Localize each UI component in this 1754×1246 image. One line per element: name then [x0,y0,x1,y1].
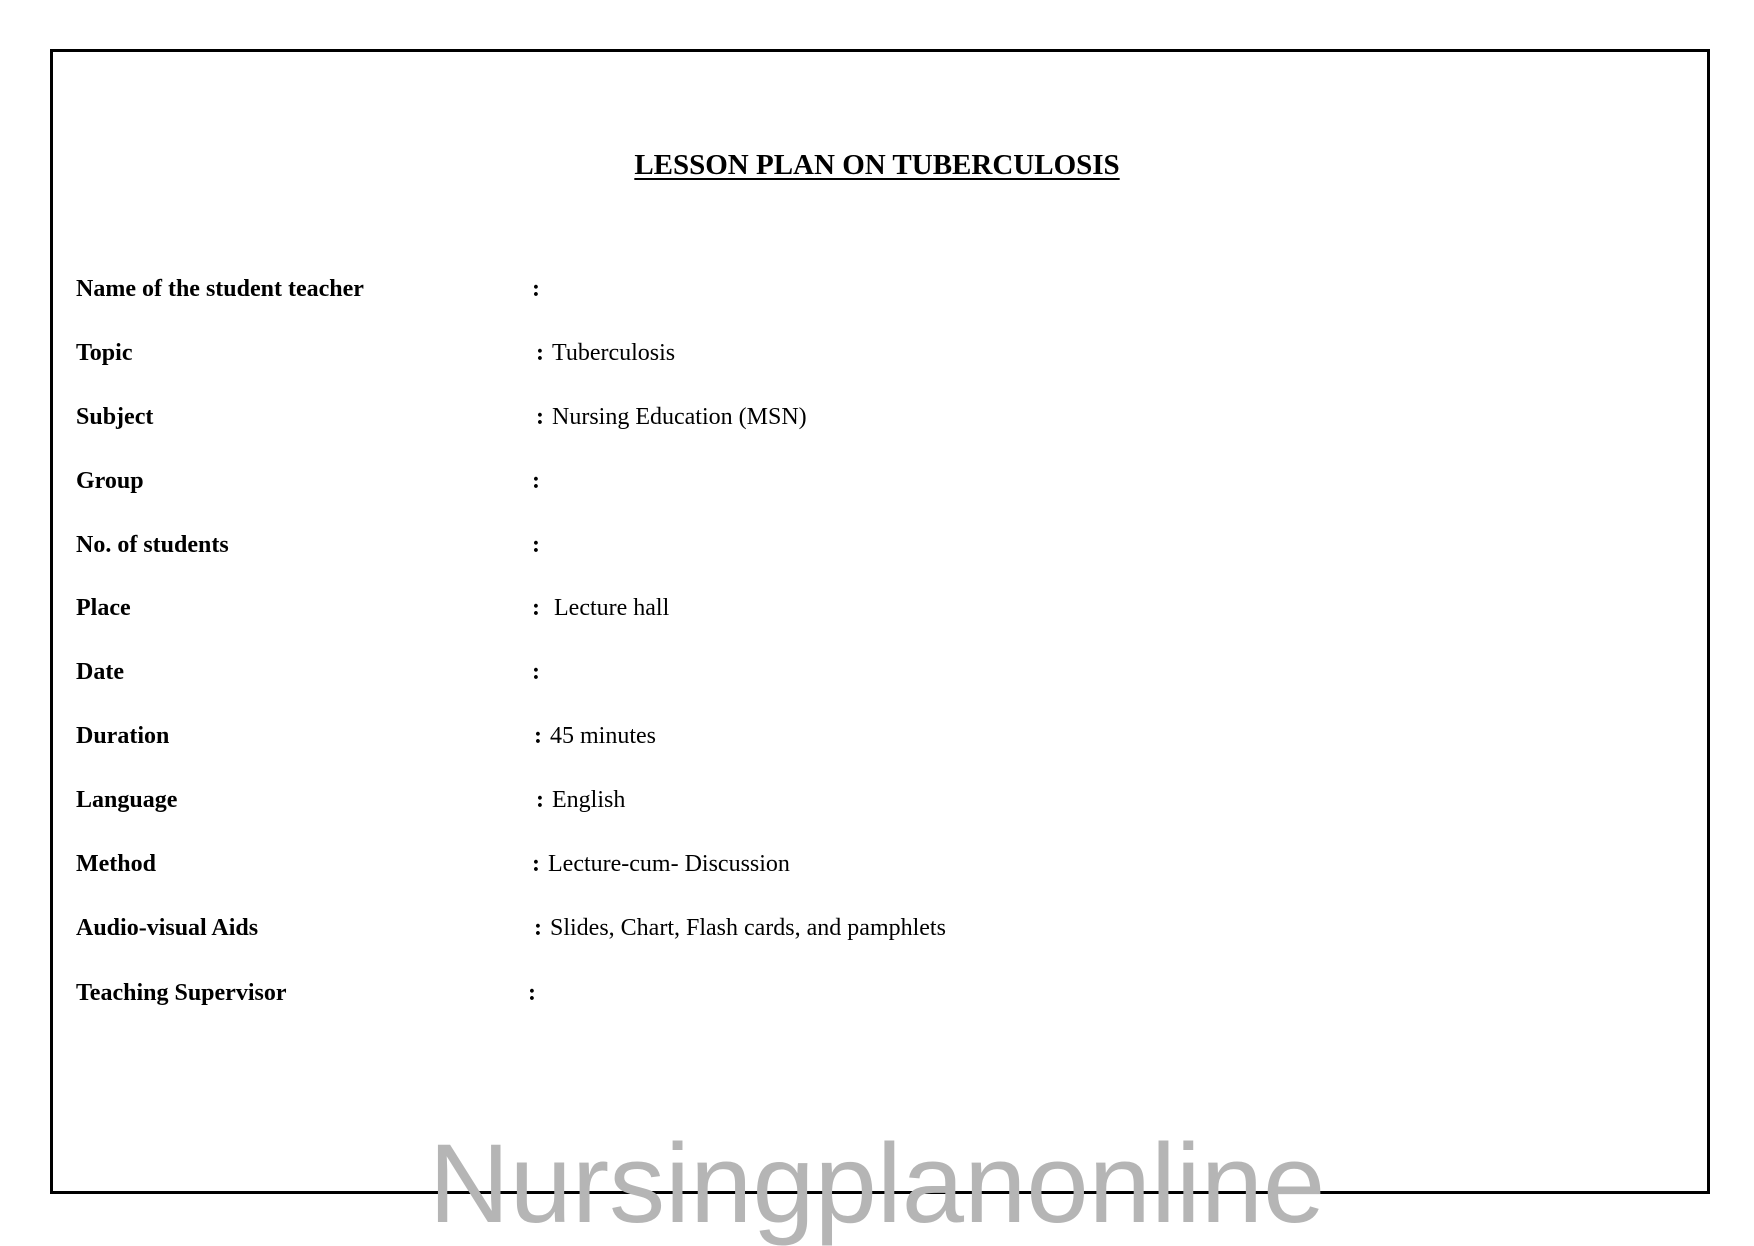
field-label: Duration [76,723,170,749]
field-colon: : [536,787,544,813]
field-colon: : [534,723,542,749]
field-label: Name of the student teacher [76,276,364,302]
field-colon: : [532,468,540,494]
field-value: English [552,787,626,813]
field-row-subject [76,397,1576,437]
field-row-no-of-students [76,525,1576,565]
field-row-student-teacher [76,269,1576,309]
field-colon: : [536,340,544,366]
field-colon: : [532,595,540,621]
field-row-language [76,780,1576,820]
field-value: 45 minutes [550,723,656,749]
field-label: Place [76,595,131,621]
field-value: Slides, Chart, Flash cards, and pamphlets [550,915,946,941]
field-row-group [76,461,1576,501]
field-label: No. of students [76,532,229,558]
field-row-audio-visual-aids [76,908,1576,948]
field-row-topic [76,333,1576,373]
field-label: Group [76,468,144,494]
field-colon: : [532,851,540,877]
field-value: Lecture-cum- Discussion [548,851,790,877]
field-value: Nursing Education (MSN) [552,404,807,430]
field-value: Tuberculosis [552,340,676,366]
field-colon: : [532,659,540,685]
document-title [0,145,1754,185]
watermark-text: Nursingplanonline [428,1121,1326,1246]
field-row-duration [76,716,1576,756]
field-colon: : [534,915,542,941]
field-row-method [76,844,1576,884]
field-colon: : [528,980,536,1006]
field-label: Teaching Supervisor [76,980,287,1006]
field-label: Date [76,659,124,685]
field-label: Subject [76,404,154,430]
field-label: Method [76,851,156,877]
field-colon: : [536,404,544,430]
field-colon: : [532,276,540,302]
field-label: Topic [76,340,133,366]
field-value: Lecture hall [554,595,670,621]
document-title-text: LESSON PLAN ON TUBERCULOSIS [634,149,1120,181]
field-label: Audio-visual Aids [76,915,259,941]
field-row-date [76,652,1576,692]
field-row-teaching-supervisor [76,973,1576,1013]
field-row-place [76,588,1576,628]
field-label: Language [76,787,178,813]
field-colon: : [532,532,540,558]
